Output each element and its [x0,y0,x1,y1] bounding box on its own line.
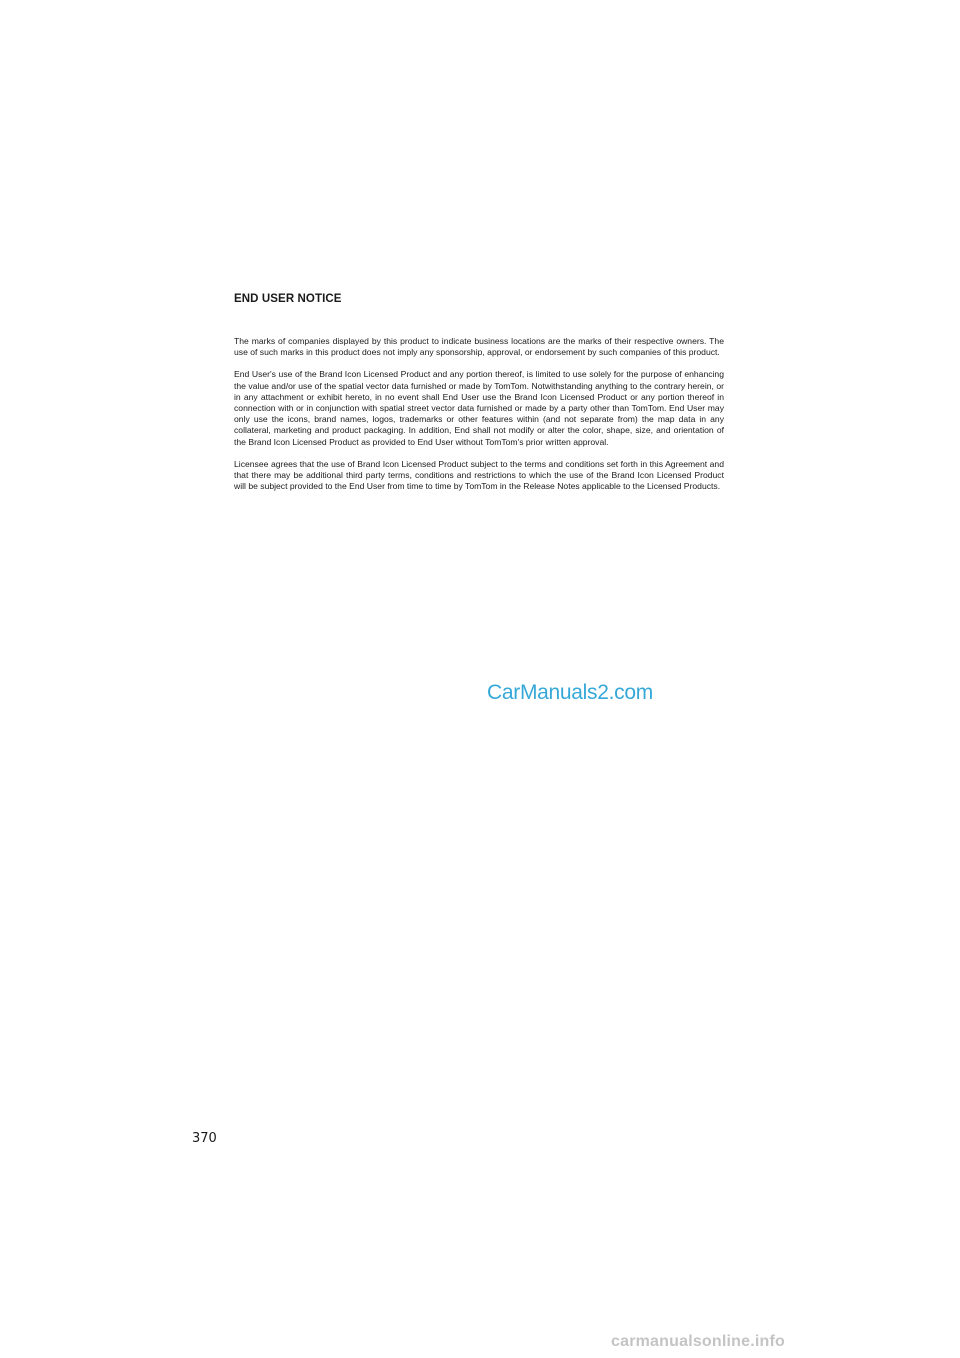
footer-watermark: carmanualsonline.info [611,1333,786,1350]
paragraph-licensee-agreement: Licensee agrees that the use of Brand Icon Licensed Product subject to the terms and conditions set forth in this Agreement and that there may be additional third party terms, conditions and restrictions to which the use of the Brand Icon Licensed Product will be subject provided to the End User from time to time by TomTom in the Release Notes applicable to the Licensed Products. [234,458,724,492]
watermark-logo: CarManuals2.com [487,681,653,704]
paragraph-brand-icon-use: End User's use of the Brand Icon Licensed Product and any portion thereof, is limited to use solely for the purpose of enhancing the value and/or use of the spatial vector data furnished or made by TomTom. Notwithstanding anything to the contrary herein, or in any attachment or exhibit hereto, in no event shall End User use the Brand Icon Licensed Product or any portion thereof in connection with or in conjunction with spatial street vector data furnished or made by a party other than TomTom. End User may only use the icons, brand names, logos, trademarks or other features within (and not separate from) the map data in any collateral, marketing and product packaging. In addition, End shall not modify or alter the color, shape, size, and orientation of the Brand Icon Licensed Product as provided to End User without TomTom's prior written approval. [234,369,724,447]
paragraph-marks: The marks of companies displayed by this product to indicate business locations are the marks of their respective owners. The use of such marks in this product does not imply any sponsorship, approval, or endorsement by such companies of this product. [234,336,724,358]
page-number: 370 [192,1131,217,1146]
page-title: END USER NOTICE [234,293,342,305]
notice-body [234,336,724,503]
